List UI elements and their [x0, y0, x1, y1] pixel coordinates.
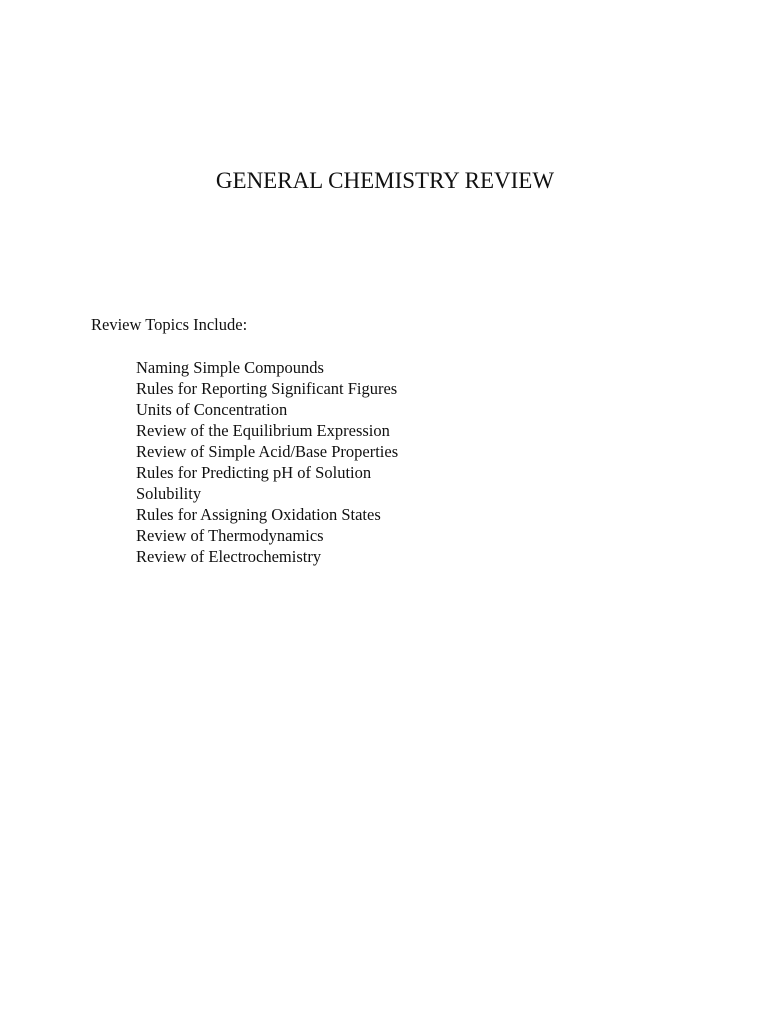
- topic-item: Review of Thermodynamics: [136, 526, 324, 545]
- topic-item: Review of Simple Acid/Base Properties: [136, 442, 399, 461]
- topic-item: Naming Simple Compounds: [136, 358, 324, 377]
- topic-item: Review of Electrochemistry: [136, 547, 322, 566]
- topics-intro: Review Topics Include:: [91, 315, 248, 334]
- topic-item: Review of the Equilibrium Expression: [136, 421, 390, 440]
- topic-item: Rules for Reporting Significant Figures: [136, 379, 398, 398]
- topic-item: Rules for Predicting pH of Solution: [136, 463, 372, 482]
- page-title: GENERAL CHEMISTRY REVIEW: [215, 168, 555, 193]
- topic-item: Rules for Assigning Oxidation States: [136, 505, 381, 524]
- topic-item: Units of Concentration: [136, 400, 288, 419]
- topics-list: [136, 357, 398, 567]
- topic-item: Solubility: [136, 484, 202, 503]
